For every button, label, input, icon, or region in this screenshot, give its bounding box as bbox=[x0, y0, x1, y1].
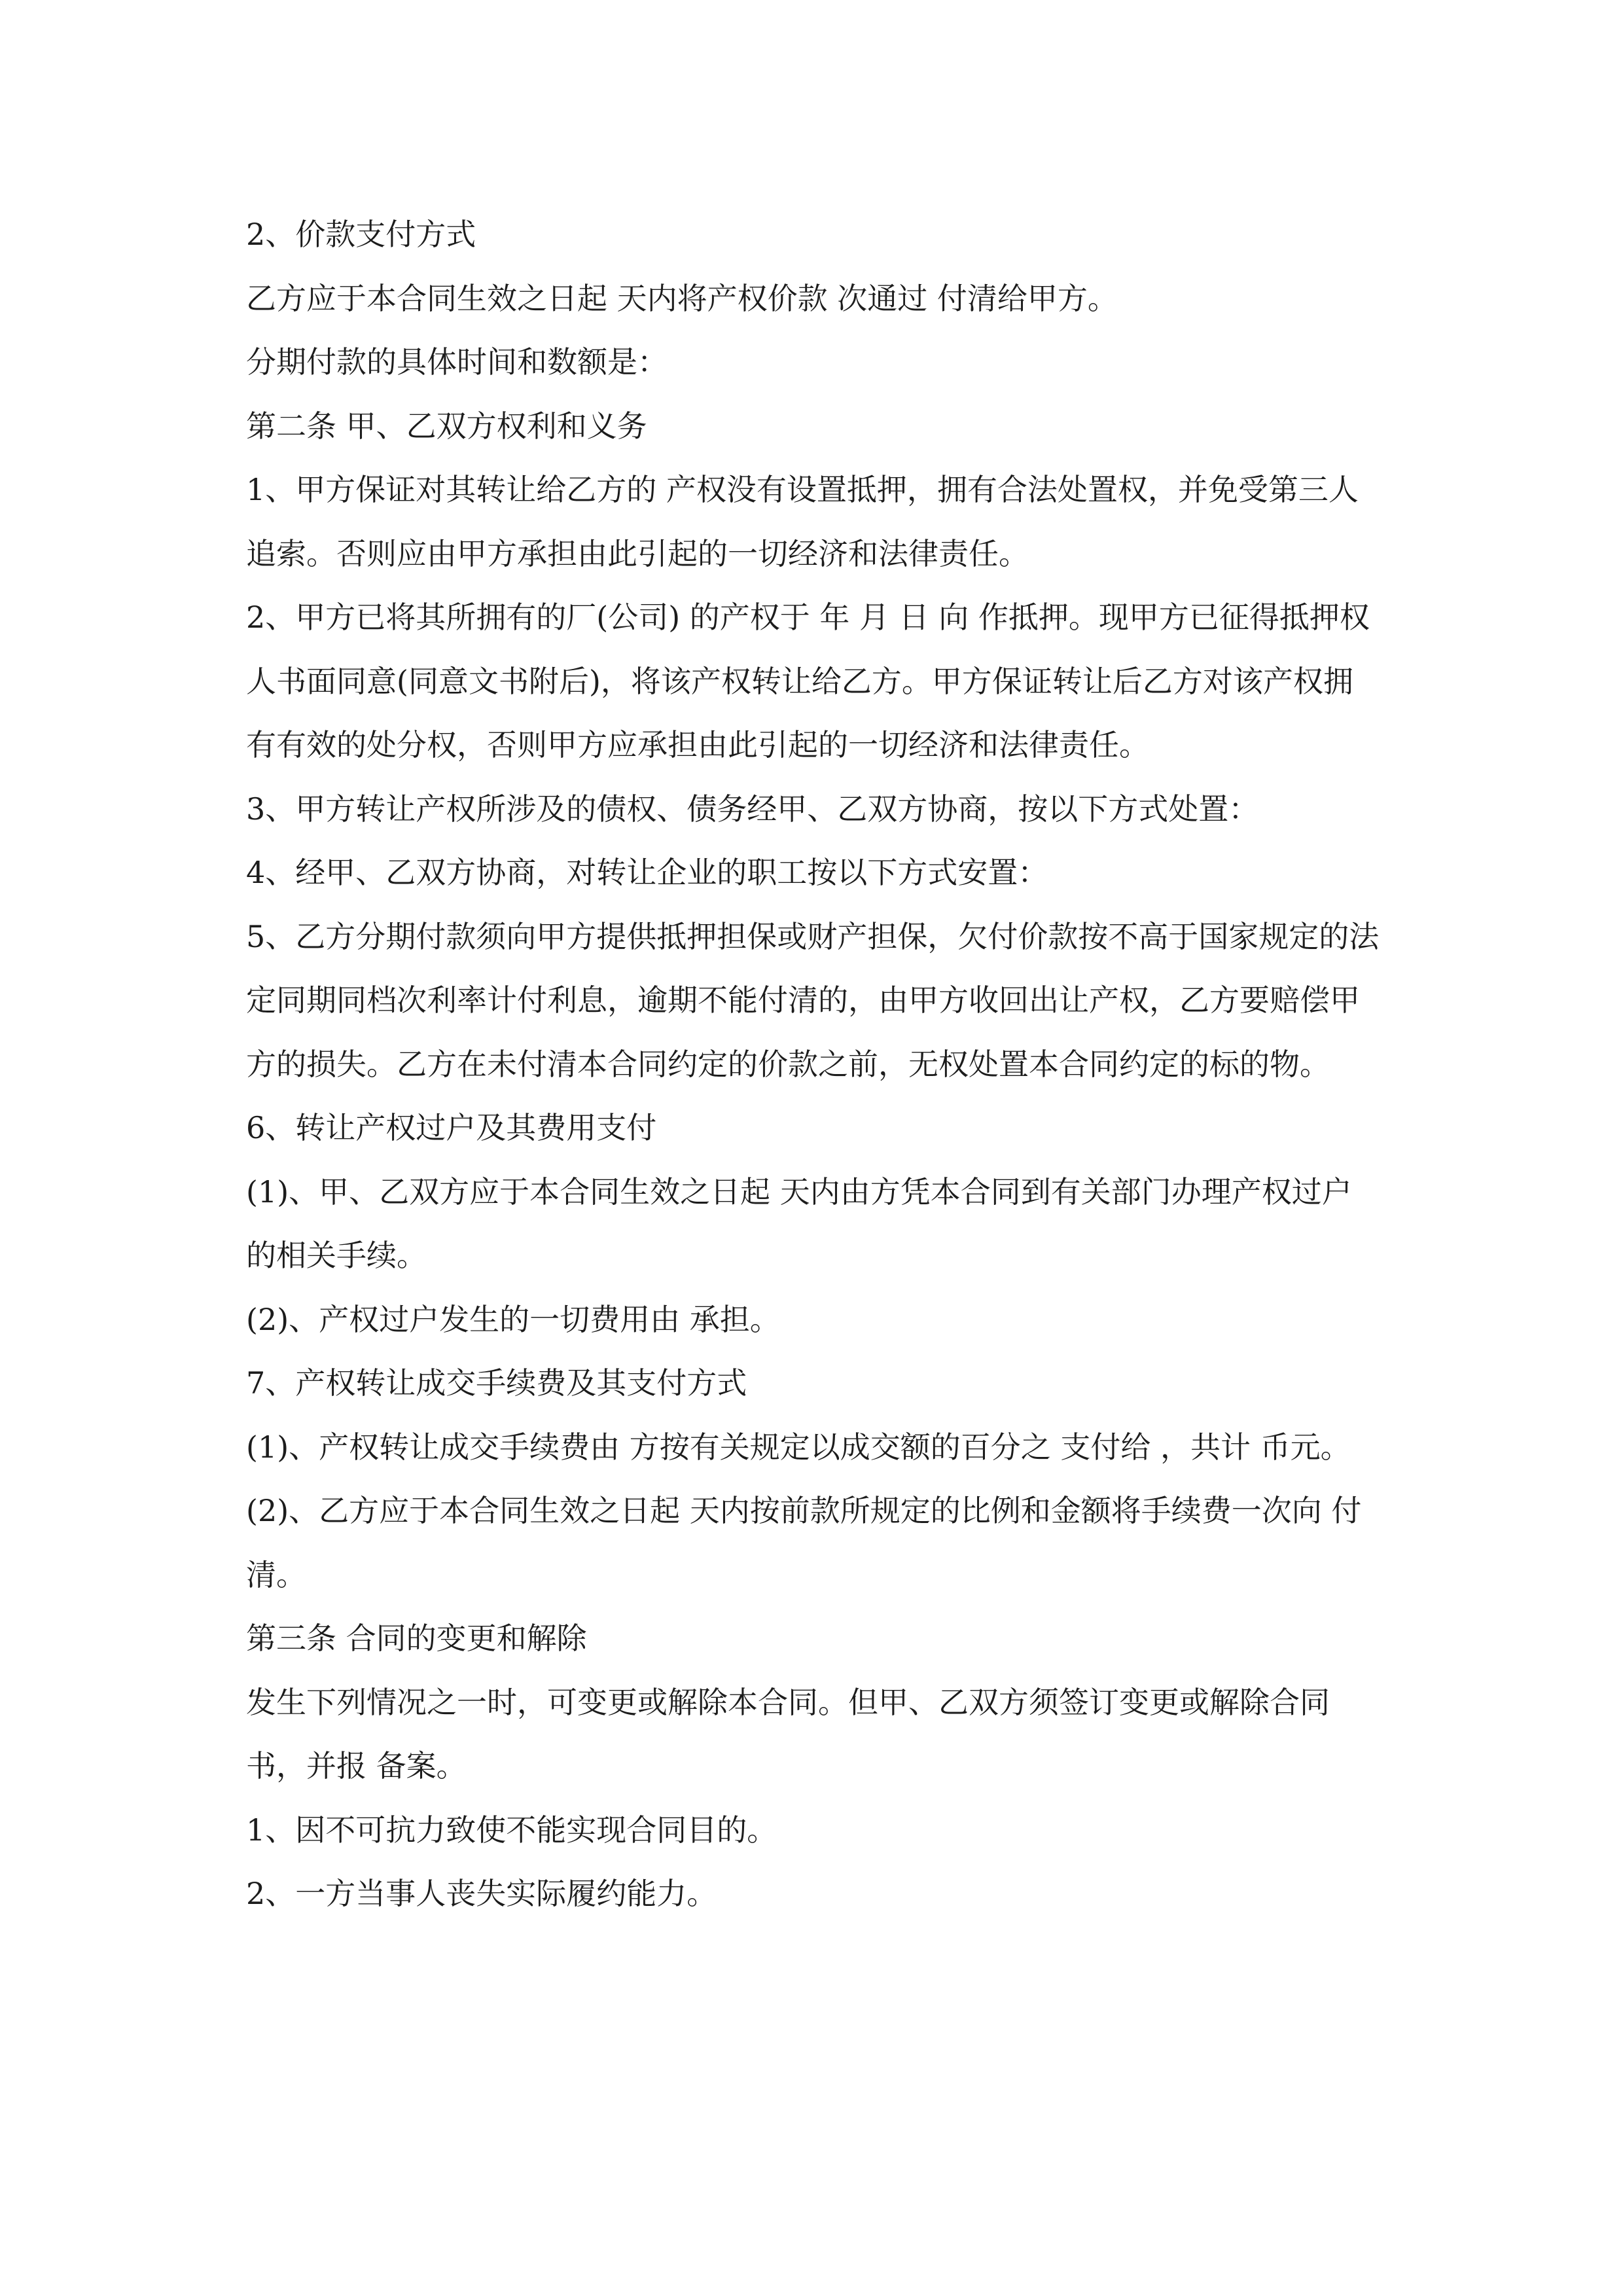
article-heading-amendment-termination: 第三条 合同的变更和解除 bbox=[246, 1621, 587, 1656]
paragraph-payment-deadline: 乙方应于本合同生效之日起 天内将产权价款 次通过 付清给甲方。 bbox=[246, 280, 1118, 316]
clause-1-no-mortgage: 1、甲方保证对其转让给乙方的 产权没有设置抵押，拥有合法处置权，并免受第三人追索。否则应由甲方承担由此引起的一切经济和法律责任。 bbox=[246, 472, 1359, 571]
clause-5-installment-guarantee: 5、乙方分期付款须向甲方提供抵押担保或财产担保，欠付价款按不高于国家规定的法定同期同档次利率计付利息，逾期不能付清的，由甲方收回出让产权，乙方要赔偿甲方的损失。乙方在未付清本合同约定的价款之前，无权处置本合同约定的标的物。 bbox=[246, 918, 1380, 1082]
clause-3-debts: 3、甲方转让产权所涉及的债权、债务经甲、乙双方协商，按以下方式处置： bbox=[246, 791, 1259, 827]
condition-2-loss-of-capacity: 2、一方当事人丧失实际履约能力。 bbox=[246, 1876, 717, 1911]
clause-6-transfer-heading: 6、转让产权过户及其费用支付 bbox=[246, 1110, 657, 1145]
clause-2-mortgage-consent: 2、甲方已将其所拥有的厂(公司) 的产权于 年 月 日 向 作抵押。现甲方已征得抵押权人书面同意(同意文书附后)，将该产权转让给乙方。甲方保证转让后乙方对该产权拥有有效的处分权，否则甲方应承担由此引起的一切经济和法律责任。 bbox=[246, 600, 1370, 762]
clause-7-1-commission-rate: (1)、产权转让成交手续费由 方按有关规定以成交额的百分之 支付给 ，共计 币元。 bbox=[246, 1429, 1351, 1465]
document-body bbox=[246, 203, 1382, 1926]
clause-4-employees: 4、经甲、乙双方协商，对转让企业的职工按以下方式安置： bbox=[246, 855, 1048, 890]
condition-1-force-majeure: 1、因不可抗力致使不能实现合同目的。 bbox=[246, 1812, 777, 1848]
paragraph-amendment-conditions: 发生下列情况之一时，可变更或解除本合同。但甲、乙双方须签订变更或解除合同书，并报 备案。 bbox=[246, 1684, 1330, 1784]
paragraph-installment-details: 分期付款的具体时间和数额是： bbox=[246, 344, 668, 380]
clause-6-2-transfer-fees: (2)、产权过户发生的一切费用由 承担。 bbox=[246, 1301, 780, 1337]
section-heading-payment-method: 2、价款支付方式 bbox=[246, 217, 476, 252]
clause-7-commission-heading: 7、产权转让成交手续费及其支付方式 bbox=[246, 1365, 747, 1401]
article-heading-rights-obligations: 第二条 甲、乙双方权利和义务 bbox=[246, 408, 647, 444]
clause-6-1-transfer-procedure: (1)、甲、乙双方应于本合同生效之日起 天内由方凭本合同到有关部门办理产权过户的相关手续。 bbox=[246, 1174, 1352, 1273]
clause-7-2-commission-payment: (2)、乙方应于本合同生效之日起 天内按前款所规定的比例和金额将手续费一次向 付清。 bbox=[246, 1493, 1362, 1592]
